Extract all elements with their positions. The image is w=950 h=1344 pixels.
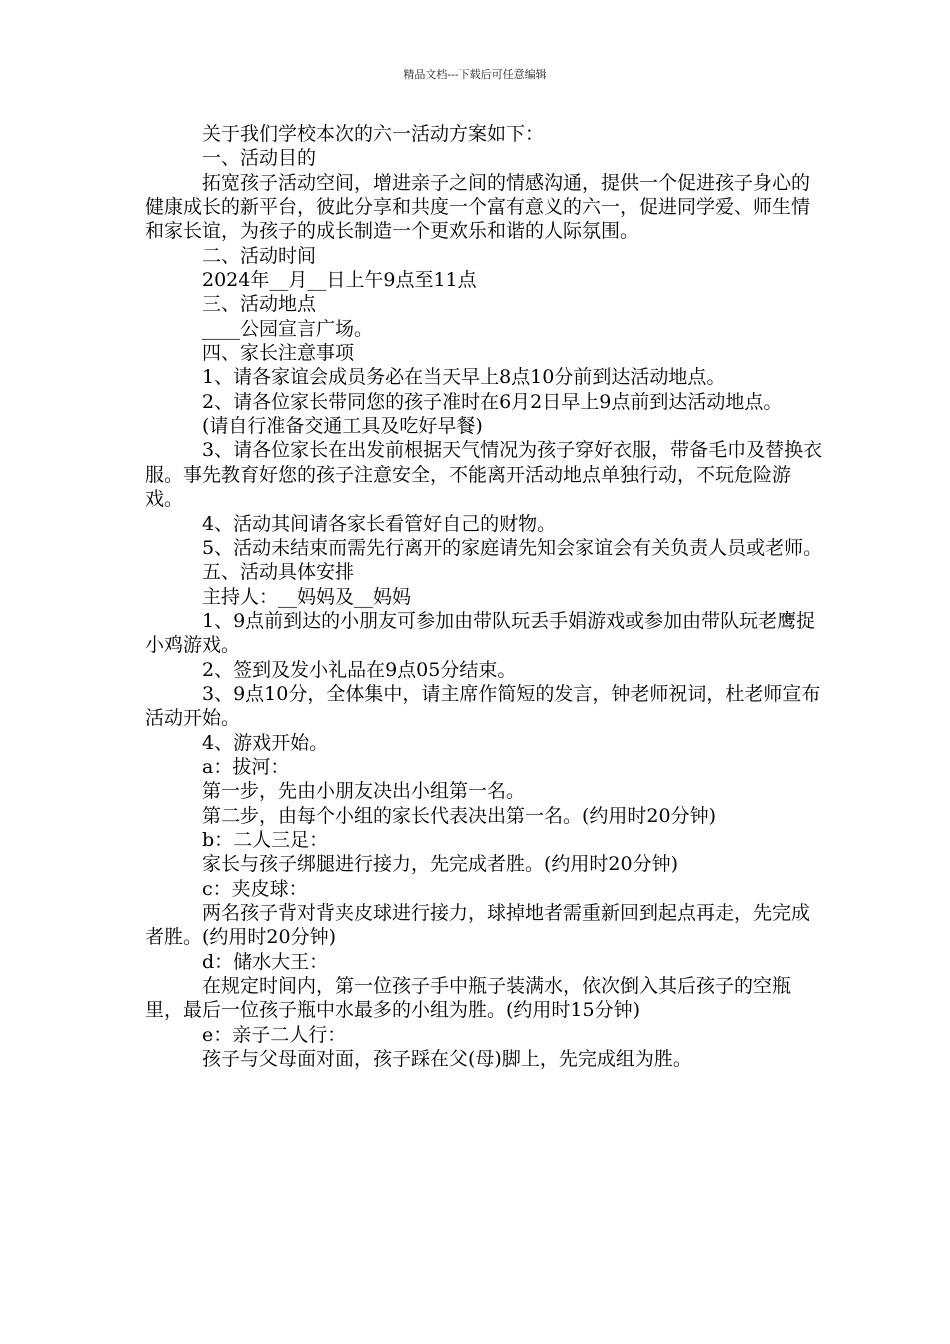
note-item-3: 3、请各位家长在出发前根据天气情况为孩子穿好衣服，带备毛巾及替换衣服。事先教育好您的孩子注意安全，不能离开活动地点单独行动，不玩危险游戏。 [145, 439, 823, 511]
game-c-title: c：夹皮球： [202, 877, 308, 900]
host-line: 主持人：__妈妈及__妈妈 [202, 585, 412, 608]
schedule-item-1: 1、9点前到达的小朋友可参加由带队玩丢手娟游戏或参加由带队玩老鹰捉小鸡游戏。 [145, 609, 816, 657]
section-heading-time: 二、活动时间 [202, 244, 317, 267]
note-item-5: 5、活动未结束而需先行离开的家庭请先知会家谊会有关负责人员或老师。 [202, 536, 823, 559]
document-body [145, 122, 825, 1071]
intro-paragraph: 关于我们学校本次的六一活动方案如下： [202, 123, 545, 145]
game-c-rule: 两名孩子背对背夹皮球进行接力，球掉地者需重新回到起点再走，先完成者胜。(约用时20分钟) [145, 902, 811, 949]
game-b-title: b：二人三足： [202, 828, 329, 851]
section-heading-notes: 四、家长注意事项 [202, 342, 355, 365]
schedule-item-4: 4、游戏开始。 [202, 731, 329, 754]
schedule-item-3: 3、9点10分，全体集中，请主席作简短的发言，钟老师祝词，杜老师宣布活动开始。 [145, 682, 821, 730]
note-item-2: 2、请各位家长带同您的孩子准时在6月2日早上9点前到达活动地点。 [202, 390, 783, 413]
section-heading-purpose: 一、活动目的 [202, 147, 317, 170]
game-a-step-2: 第二步，由每个小组的家长代表决出第一名。(约用时20分钟) [202, 804, 717, 827]
section-heading-location: 三、活动地点 [202, 293, 317, 316]
page-header: 精品文档---下载后可任意编辑 [403, 68, 547, 81]
note-item-1: 1、请各家谊会成员务必在当天早上8点10分前到达活动地点。 [202, 366, 726, 389]
game-e-title: e：亲子二人行： [202, 1023, 347, 1046]
game-d-rule: 在规定时间内，第一位孩子手中瓶子装满水，依次倒入其后孩子的空瓶里，最后一位孩子瓶中水最多的小组为胜。(约用时15分钟) [145, 975, 792, 1022]
game-e-rule: 孩子与父母面对面，孩子踩在父(母)脚上，先完成组为胜。 [202, 1048, 692, 1071]
location-paragraph: ____公园宣言广场。 [202, 317, 374, 340]
game-a-title: a：拔河： [202, 755, 290, 778]
time-paragraph: 2024年__月__日上午9点至11点 [202, 269, 477, 292]
game-d-title: d：储水大王： [202, 950, 329, 973]
note-item-4: 4、活动其间请各家长看管好自己的财物。 [202, 512, 557, 535]
game-b-rule: 家长与孩子绑腿进行接力，先完成者胜。(约用时20分钟) [202, 853, 679, 876]
purpose-paragraph: 拓宽孩子活动空间，增进亲子之间的情感沟通，提供一个促进孩子身心的健康成长的新平台，彼此分享和共度一个富有意义的六一，促进同学爱、师生情和家长谊，为孩子的成长制造一个更欢乐和谐的人际氛围。 [145, 171, 811, 243]
schedule-item-2: 2、签到及发小礼品在9点05分结束。 [202, 658, 517, 681]
section-heading-schedule: 五、活动具体安排 [202, 561, 355, 584]
note-item-2-remark: (请自行准备交通工具及吃好早餐) [202, 415, 483, 438]
game-a-step-1: 第一步，先由小朋友决出小组第一名。 [202, 780, 526, 803]
